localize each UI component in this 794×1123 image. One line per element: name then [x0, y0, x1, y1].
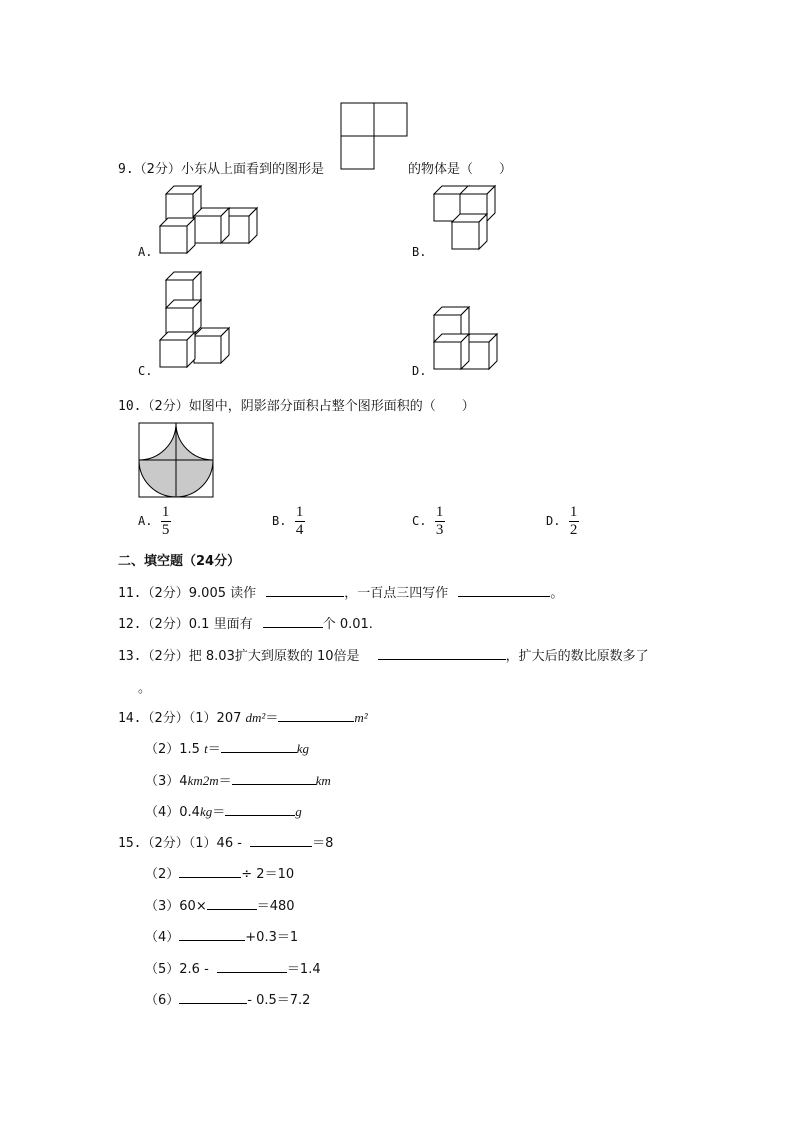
fraction: $\frac{1}{5}$: [161, 504, 170, 538]
fraction: $\frac{1}{3}$: [435, 504, 444, 538]
q10-line: [118, 395, 475, 414]
q10-option-b-label: B.: [272, 514, 287, 528]
q10-number: 10.: [118, 399, 142, 414]
answer-blank[interactable]: [179, 926, 245, 941]
q14-item-4: （4）0.4kg＝ g: [145, 801, 302, 820]
q10-option-c-label: C.: [412, 514, 427, 528]
q9-option-d-figure[interactable]: [432, 303, 512, 378]
top-view-figure: [340, 102, 410, 172]
answer-blank[interactable]: [263, 613, 323, 628]
q15-item-6: （6） - 0.5＝7.2: [145, 989, 310, 1008]
section-title: 二、填空题（24分）: [118, 554, 241, 569]
q10-option-d[interactable]: [546, 505, 579, 538]
answer-blank[interactable]: [278, 707, 354, 722]
q9-text-before: 小东从上面看到的图形是: [180, 162, 324, 177]
q9-option-d-label[interactable]: D.: [412, 364, 427, 378]
q10-option-b[interactable]: [272, 505, 305, 538]
q15-item-2: （2） ÷ 2＝10: [145, 863, 294, 882]
q11-line: 11.（2分）9.005 读作 ，一百点三四写作 。: [118, 582, 563, 601]
q9-option-b-label[interactable]: B.: [412, 245, 427, 259]
answer-blank[interactable]: [378, 645, 506, 660]
q10-score: （2分）: [141, 399, 189, 414]
answer-blank[interactable]: [221, 738, 297, 753]
answer-blank[interactable]: [250, 832, 312, 847]
q10-option-c[interactable]: [412, 505, 445, 538]
answer-blank[interactable]: [179, 863, 241, 878]
answer-blank[interactable]: [266, 582, 344, 597]
q9-option-a-figure[interactable]: [158, 182, 268, 257]
q15-item-3: （3）60× ＝480: [145, 895, 295, 914]
q12-line: 12.（2分）0.1 里面有 个 0.01.: [118, 613, 373, 632]
q9-option-b-figure[interactable]: [432, 182, 512, 257]
q15-item-4: （4） +0.3＝1: [145, 926, 298, 945]
answer-blank[interactable]: [225, 801, 295, 816]
q13-end: 。: [138, 681, 152, 696]
q13-line: 13.（2分）把 8.03扩大到原数的 10倍是 ，扩大后的数比原数多了: [118, 645, 649, 664]
q9-option-a-label[interactable]: A.: [138, 245, 153, 259]
q10-text: 如图中，阴影部分面积占整个图形面积的（ ）: [188, 399, 475, 414]
q14-item-3: （3）4km2m＝ km: [145, 770, 331, 789]
answer-blank[interactable]: [458, 582, 550, 597]
q9-option-c-label[interactable]: C.: [138, 364, 153, 378]
answer-blank[interactable]: [207, 895, 257, 910]
q14-item-2: （2）1.5 t＝ kg: [145, 738, 309, 757]
q15-item-5: （5）2.6 - ＝1.4: [145, 958, 321, 977]
q9-score: （2分）: [133, 162, 181, 177]
q10-option-a-label: A.: [138, 514, 153, 528]
q10-option-d-label: D.: [546, 514, 561, 528]
q10-option-a[interactable]: [138, 505, 171, 538]
q9-option-c-figure[interactable]: [158, 268, 238, 378]
answer-blank[interactable]: [232, 770, 316, 785]
q9-number: 9.: [118, 162, 134, 177]
answer-blank[interactable]: [217, 958, 287, 973]
q14-item-1: 14.（2分）（1）207 dm²＝ m²: [118, 707, 368, 726]
fraction: $\frac{1}{2}$: [569, 504, 578, 538]
shaded-area-figure: [138, 422, 214, 498]
q9-line: [118, 158, 324, 177]
answer-blank[interactable]: [179, 989, 247, 1004]
q9-text-after: 的物体是（ ）: [408, 162, 513, 177]
fraction: $\frac{1}{4}$: [295, 504, 304, 538]
q15-item-1: 15.（2分）（1）46 - ＝8: [118, 832, 333, 851]
